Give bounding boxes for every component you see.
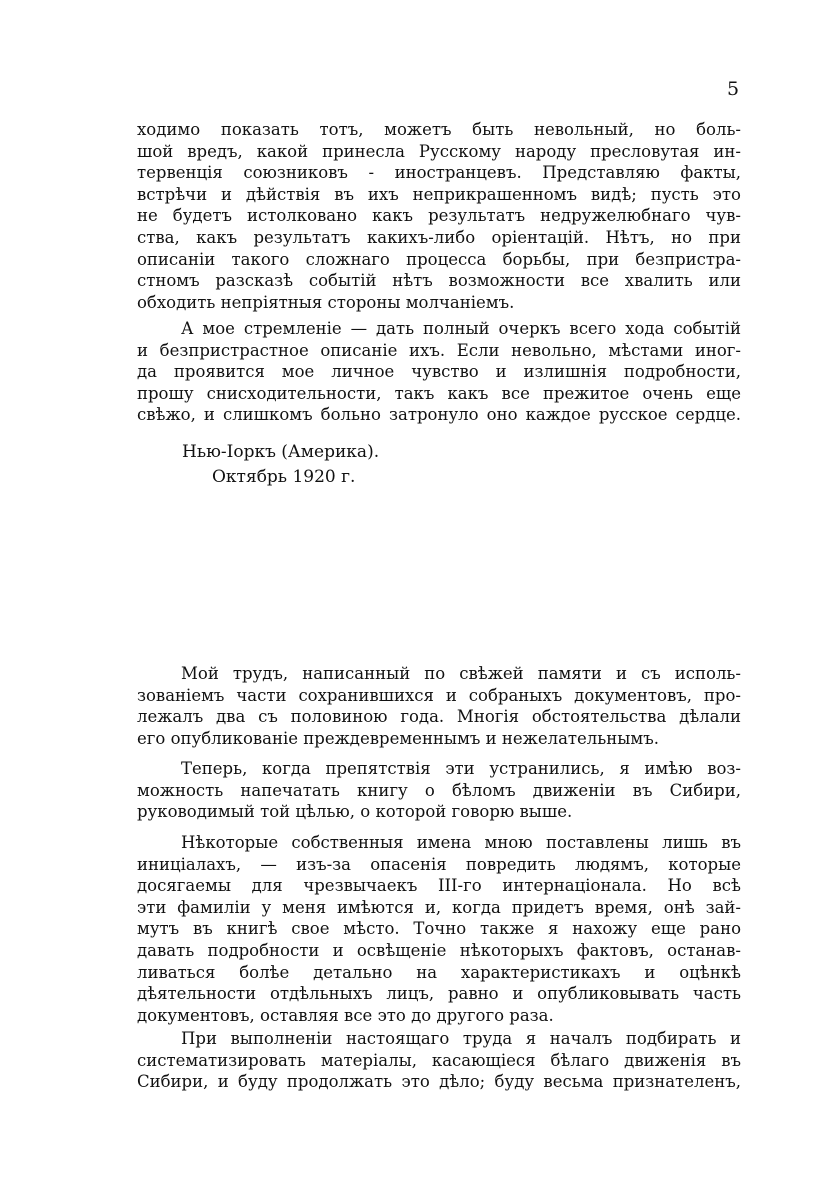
text-line: и безпристрастное описаніе ихъ. Если невольно, мѣстами иног-: [137, 340, 741, 360]
text-line: документовъ, оставляя все это до другого раза.: [137, 1005, 554, 1025]
text-line: описаніи такого сложнаго процесса борьбы, при безпристра-: [137, 249, 741, 269]
preface-paragraph-2: [137, 318, 741, 426]
text-line: А мое стремленіе — дать полный очеркъ всего хода событій: [181, 319, 741, 338]
text-line: дѣятельности отдѣльныхъ лицъ, равно и опубликовывать часть: [137, 984, 741, 1004]
text-line: встрѣчи и дѣйствія въ ихъ неприкрашенномъ видѣ; пусть это: [137, 184, 741, 204]
text-line: можность напечатать книгу о бѣломъ движеніи въ Сибири,: [137, 780, 741, 800]
text-line: Сибири, и буду продолжать это дѣло; буду весьма признателенъ,: [137, 1072, 741, 1092]
text-line: мутъ въ книгѣ свое мѣсто. Точно также я нахожу еще рано: [137, 919, 741, 939]
text-line: обходить непріятныя стороны молчаніемъ.: [137, 292, 515, 312]
text-line: иниціалахъ, — изъ-за опасенія повредить людямъ, которые: [137, 854, 741, 874]
text-line: досягаемы для чрезвычаекъ III-го интернаціонала. Но всѣ: [137, 876, 741, 896]
page-number: 5: [727, 78, 740, 100]
text-line: ливаться болѣе детально на характеристикахъ и оцѣнкѣ: [137, 962, 741, 982]
text-line: свѣжо, и слишкомъ больно затронуло оно каждое русское сердце.: [137, 405, 741, 425]
text-line: ходимо показать тотъ, можетъ быть невольный, но боль-: [137, 120, 741, 139]
signature-date: Октябрь 1920 г.: [212, 467, 356, 487]
text-line: руководимый той цѣлью, о которой говорю выше.: [137, 802, 573, 822]
main-paragraph-2: [137, 758, 741, 823]
text-line: прошу снисходительности, такъ какъ все прежитое очень еще: [137, 383, 741, 403]
text-line: стномъ разсказѣ событій нѣтъ возможности все хвалить или: [137, 271, 741, 291]
main-paragraph-1: [137, 663, 741, 749]
text-line: При выполненіи настоящаго труда я началъ подбирать и: [181, 1029, 741, 1048]
text-line: Нѣкоторые собственныя имена мною поставлены лишь въ: [181, 833, 741, 852]
main-paragraph-3: [137, 832, 741, 1026]
text-line: давать подробности и освѣщеніе нѣкоторыхъ фактовъ, останав-: [137, 940, 741, 960]
text-line: зованіемъ части сохранившихся и собраныхъ документовъ, про-: [137, 685, 741, 705]
text-line: тервенція союзниковъ - иностранцевъ. Представляю факты,: [137, 163, 741, 183]
text-line: Теперь, когда препятствія эти устранились, я имѣю воз-: [181, 759, 741, 778]
text-line: лежалъ два съ половиною года. Многія обстоятельства дѣлали: [137, 707, 741, 727]
text-line: ства, какъ результатъ какихъ-либо оріентацій. Нѣтъ, но при: [137, 227, 741, 247]
text-line: да проявится мое личное чувство и излишнія подробности,: [137, 362, 741, 382]
text-line: эти фамиліи у меня имѣются и, когда придетъ время, онѣ зай-: [137, 897, 741, 917]
text-line: систематизировать матеріалы, касающіеся бѣлаго движенія въ: [137, 1050, 741, 1070]
main-paragraph-4: [137, 1028, 741, 1093]
text-line: Мой трудъ, написанный по свѣжей памяти и съ исполь-: [181, 664, 741, 683]
preface-paragraph-1: [137, 119, 741, 313]
signature-place: Нью-Іоркъ (Америка).: [182, 442, 380, 462]
text-line: шой вредъ, какой принесла Русскому народу пресловутая ин-: [137, 141, 741, 161]
text-line: его опубликованіе преждевременнымъ и нежелательнымъ.: [137, 728, 659, 748]
text-line: не будетъ истолковано какъ результатъ недружелюбнаго чув-: [137, 206, 741, 226]
